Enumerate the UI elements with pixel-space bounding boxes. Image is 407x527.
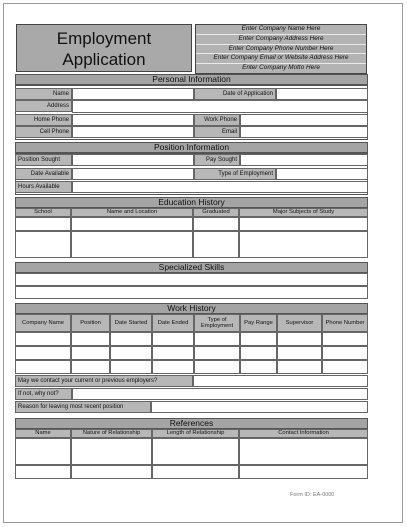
work-row-2-date-started[interactable]: [110, 346, 152, 360]
title-line-1: Employment: [56, 29, 152, 48]
work-row-3-company[interactable]: [15, 360, 71, 374]
work-row-3-type[interactable]: [194, 360, 240, 374]
name-field[interactable]: [72, 88, 194, 100]
type-of-employment-label: Type of Employment: [194, 168, 276, 180]
education-row-2-major[interactable]: [239, 231, 368, 258]
position-sought-label: Position Sought: [15, 154, 72, 166]
reference-row-1-contact[interactable]: [239, 438, 368, 465]
position-sought-field[interactable]: [72, 154, 194, 166]
skills-line-1[interactable]: [15, 273, 368, 286]
work-row-1-phone[interactable]: [322, 332, 368, 346]
work-row-3-date-started[interactable]: [110, 360, 152, 374]
education-row-2-graduated[interactable]: [193, 231, 239, 258]
company-info-block: [195, 24, 367, 74]
reference-row-2-nature[interactable]: [71, 465, 152, 479]
work-row-2-date-ended[interactable]: [152, 346, 194, 360]
work-col-supervisor: Supervisor: [277, 314, 322, 332]
date-available-field[interactable]: [72, 168, 194, 180]
cell-phone-label: Cell Phone: [15, 126, 72, 138]
section-references: References: [15, 418, 368, 429]
date-of-application-field[interactable]: [276, 88, 368, 100]
work-row-2-type[interactable]: [194, 346, 240, 360]
hours-available-label: Hours Available: [15, 181, 72, 193]
date-available-label: Date Available: [15, 168, 72, 180]
work-phone-field[interactable]: [240, 114, 368, 126]
address-label: Address: [15, 100, 72, 112]
work-col-pay-range: Pay Range: [240, 314, 277, 332]
email-label: Email: [194, 126, 240, 138]
email-field[interactable]: [240, 126, 368, 138]
education-col-major: Major Subjects of Study: [239, 208, 368, 217]
references-col-contact: Contact Information: [239, 429, 368, 438]
work-row-2-phone[interactable]: [322, 346, 368, 360]
title-line-2: Application: [62, 50, 146, 69]
work-row-2-supervisor[interactable]: [277, 346, 322, 360]
contact-employers-answer[interactable]: [193, 375, 368, 387]
skills-line-2[interactable]: [15, 286, 368, 299]
company-name[interactable]: Enter Company Name Here: [196, 25, 366, 35]
name-label: Name: [15, 88, 72, 100]
address-field[interactable]: [72, 100, 368, 113]
section-work-history: Work History: [15, 303, 368, 314]
work-row-1-company[interactable]: [15, 332, 71, 346]
work-row-3-pay[interactable]: [240, 360, 277, 374]
work-col-date-ended: Date Ended: [152, 314, 194, 332]
reason-for-leaving-field[interactable]: [151, 401, 368, 413]
company-email-website[interactable]: Enter Company Email or Website Address Here: [196, 54, 366, 64]
work-row-3-supervisor[interactable]: [277, 360, 322, 374]
work-row-2-pay[interactable]: [240, 346, 277, 360]
work-col-position: Position: [71, 314, 110, 332]
education-row-1-major[interactable]: [239, 217, 368, 231]
section-personal-information: Personal Information: [15, 74, 368, 85]
work-row-3-phone[interactable]: [322, 360, 368, 374]
work-row-1-position[interactable]: [71, 332, 110, 346]
company-address[interactable]: Enter Company Address Here: [196, 35, 366, 45]
references-col-nature: Nature of Relationship: [71, 429, 152, 438]
form-title: [16, 24, 192, 72]
contact-employers-question: May we contact your current or previous employers?: [15, 375, 193, 387]
work-row-1-date-ended[interactable]: [152, 332, 194, 346]
reference-row-1-name[interactable]: [15, 438, 71, 465]
section-specialized-skills: Specialized Skills: [15, 262, 368, 273]
cell-phone-field[interactable]: [72, 126, 194, 138]
work-col-company-name: Company Name: [15, 314, 71, 332]
company-phone[interactable]: Enter Company Phone Number Here: [196, 45, 366, 55]
work-row-3-date-ended[interactable]: [152, 360, 194, 374]
work-row-1-date-started[interactable]: [110, 332, 152, 346]
section-position-information: Position Information: [15, 142, 368, 153]
reason-for-leaving-label: Reason for leaving most recent position: [15, 401, 151, 413]
type-of-employment-field[interactable]: [276, 168, 368, 180]
work-col-date-started: Date Started: [110, 314, 152, 332]
education-row-1-school[interactable]: [15, 217, 71, 231]
education-row-1-graduated[interactable]: [193, 217, 239, 231]
references-col-length: Length of Relationship: [152, 429, 239, 438]
reference-row-2-contact[interactable]: [239, 465, 368, 479]
reference-row-1-nature[interactable]: [71, 438, 152, 465]
work-row-2-position[interactable]: [71, 346, 110, 360]
pay-sought-label: Pay Sought: [194, 154, 240, 166]
section-education-history: Education History: [15, 197, 368, 208]
pay-sought-field[interactable]: [240, 154, 368, 166]
form-id-footer: Form ID: EA-0000: [290, 492, 335, 498]
education-col-school: School: [15, 208, 71, 217]
education-col-graduated: Graduated: [193, 208, 239, 217]
work-col-phone-number: Phone Number: [322, 314, 368, 332]
reference-row-2-name[interactable]: [15, 465, 71, 479]
company-motto[interactable]: Enter Company Motto Here: [196, 64, 366, 73]
home-phone-field[interactable]: [72, 114, 194, 126]
work-row-1-type[interactable]: [194, 332, 240, 346]
education-row-2-location[interactable]: [71, 231, 193, 258]
work-row-1-supervisor[interactable]: [277, 332, 322, 346]
if-not-why-label: If not, why not?: [15, 388, 72, 400]
reference-row-2-length[interactable]: [152, 465, 239, 479]
home-phone-label: Home Phone: [15, 114, 72, 126]
education-row-2-school[interactable]: [15, 231, 71, 258]
hours-available-field[interactable]: [72, 181, 368, 193]
education-row-1-location[interactable]: [71, 217, 193, 231]
work-row-2-company[interactable]: [15, 346, 71, 360]
if-not-why-field[interactable]: [72, 388, 368, 400]
work-col-type-of-employment: Type of Employment: [194, 314, 240, 332]
work-phone-label: Work Phone: [194, 114, 240, 126]
references-col-name: Name: [15, 429, 71, 438]
work-row-3-position[interactable]: [71, 360, 110, 374]
date-of-application-label: Date of Application: [194, 88, 276, 100]
work-row-1-pay[interactable]: [240, 332, 277, 346]
reference-row-1-length[interactable]: [152, 438, 239, 465]
education-col-name-location: Name and Location: [71, 208, 193, 217]
